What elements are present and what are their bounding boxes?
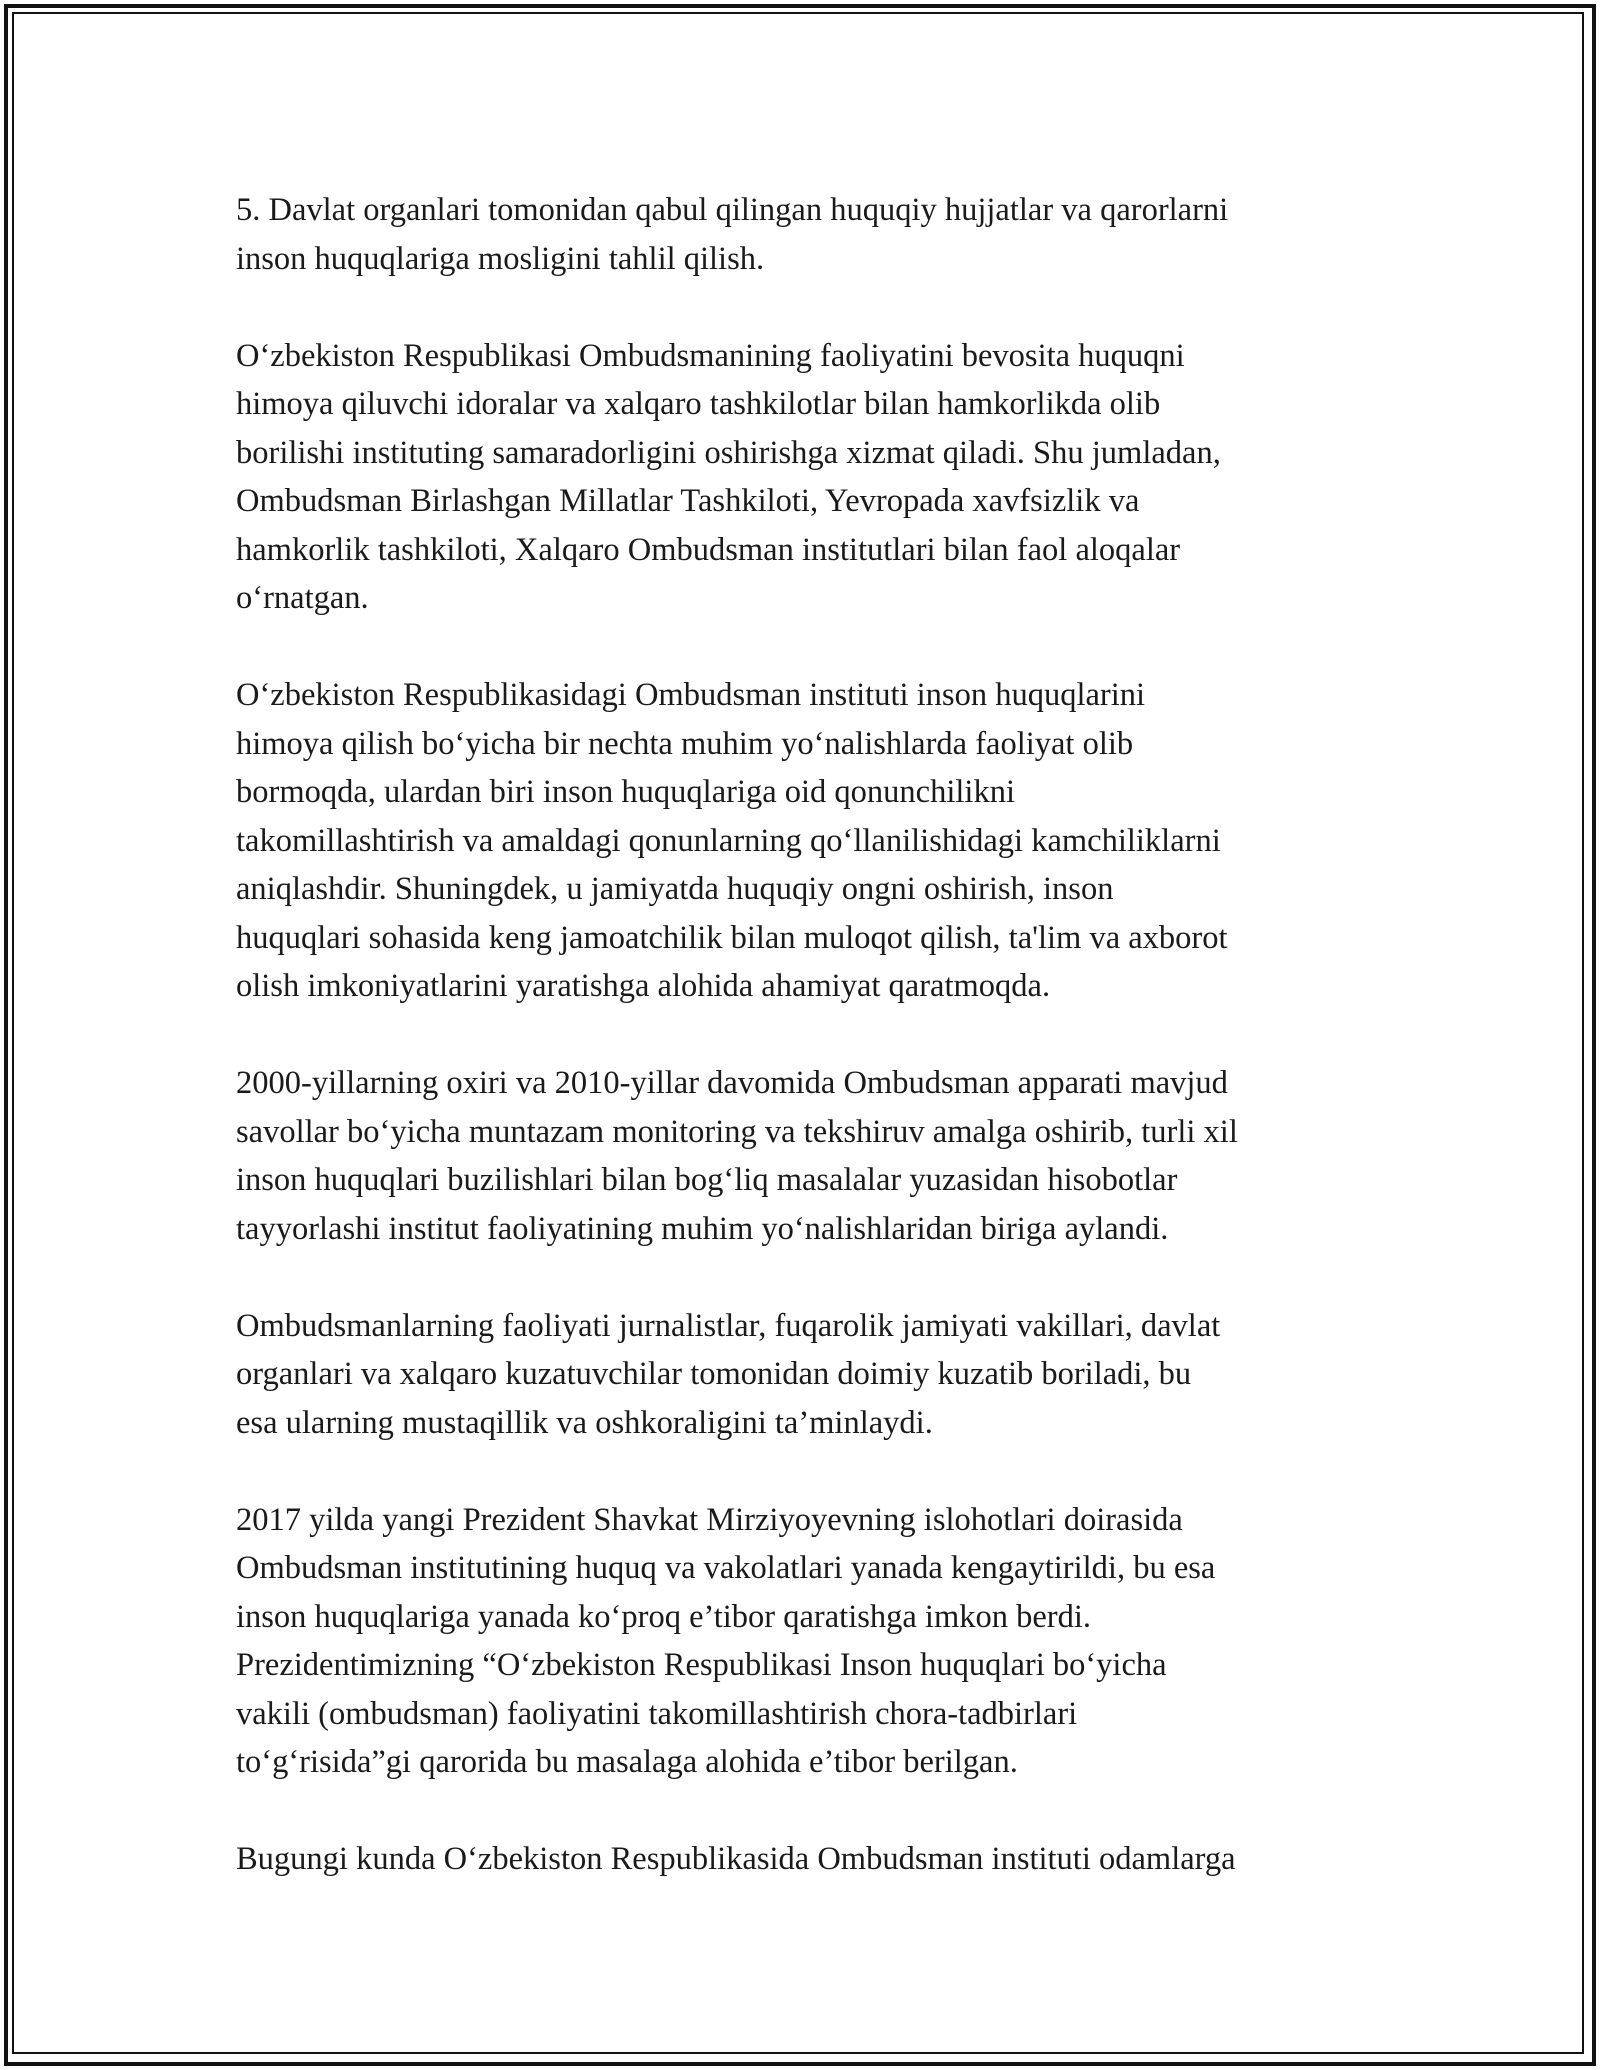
text-line: O‘zbekiston Respublikasi Ombudsmanining faoliyatini bevosita huquqni [236, 337, 1185, 374]
text-line: to‘g‘risida”gi qarorida bu masalaga alohida e’tibor berilgan. [236, 1744, 1018, 1780]
text-line: himoya qilish bo‘yicha bir nechta muhim yo‘nalishlarda faoliyat olib [236, 725, 1134, 762]
text-line: Prezidentimizning “O‘zbekiston Respublikasi Inson huquqlari bo‘yicha [236, 1647, 1167, 1683]
text-line: tayyorlashi institut faoliyatining muhim yo‘nalishlaridan biriga aylandi. [236, 1210, 1169, 1247]
text-line: inson huquqlariga mosligini tahlil qilish. [236, 240, 765, 277]
text-line: esa ularning mustaqillik va oshkoraligini ta’minlaydi. [236, 1404, 933, 1441]
text-line: 2017 yilda yangi Prezident Shavkat Mirziyoyevning islohotlari doirasida [236, 1501, 1183, 1538]
text-line: savollar bo‘yicha muntazam monitoring va tekshiruv amalga oshirib, turli xil [236, 1113, 1238, 1150]
text-line: takomillashtirish va amaldagi qonunlarning qo‘llanilishidagi kamchiliklarni [236, 822, 1221, 859]
text-line: Bugungi kunda O‘zbekiston Respublikasida Ombudsman instituti odamlarga [236, 1841, 1236, 1877]
text-line: bormoqda, ulardan biri inson huquqlariga oid qonunchilikni [236, 774, 1015, 810]
text-line: Ombudsman Birlashgan Millatlar Tashkiloti, Yevropada xavfsizlik va [236, 483, 1140, 519]
paragraph-3 [236, 671, 1366, 1011]
text-line: inson huquqlariga yanada ko‘proq e’tibor qaratishga imkon berdi. [236, 1598, 1092, 1635]
text-line: Ombudsman institutining huquq va vakolatlari yanada kengaytirildi, bu esa [236, 1550, 1216, 1586]
paragraph-5 [236, 1302, 1366, 1448]
paragraph-2 [236, 332, 1366, 623]
text-line: 5. Davlat organlari tomonidan qabul qilingan huquqiy hujjatlar va qarorlarni [236, 192, 1229, 228]
text-line: borilishi instituting samaradorligini oshirishga xizmat qiladi. Shu jumladan, [236, 434, 1221, 471]
paragraph-1 [236, 186, 1366, 283]
text-line: 2000-yillarning oxiri va 2010-yillar davomida Ombudsman apparati mavjud [236, 1065, 1228, 1101]
text-line: olish imkoniyatlarini yaratishga alohida ahamiyat qaratmoqda. [236, 968, 1051, 1004]
text-line: organlari va xalqaro kuzatuvchilar tomonidan doimiy kuzatib boriladi, bu [236, 1356, 1192, 1392]
text-line: inson huquqlari buzilishlari bilan bog‘liq masalalar yuzasidan hisobotlar [236, 1162, 1178, 1198]
paragraph-6 [236, 1496, 1366, 1787]
paragraph-4 [236, 1059, 1366, 1253]
text-line: o‘rnatgan. [236, 580, 369, 616]
text-line: hamkorlik tashkiloti, Xalqaro Ombudsman institutlari bilan faol aloqalar [236, 531, 1181, 568]
text-line: aniqlashdir. Shuningdek, u jamiyatda huquqiy ongni oshirish, inson [236, 871, 1114, 907]
text-line: himoya qiluvchi idoralar va xalqaro tashkilotlar bilan hamkorlikda olib [236, 386, 1161, 422]
text-line: O‘zbekiston Respublikasidagi Ombudsman instituti inson huquqlarini [236, 677, 1146, 713]
text-line: huquqlari sohasida keng jamoatchilik bilan muloqot qilish, ta'lim va axborot [236, 919, 1228, 956]
text-line: Ombudsmanlarning faoliyati jurnalistlar, fuqarolik jamiyati vakillari, davlat [236, 1307, 1221, 1344]
paragraph-7 [236, 1835, 1366, 1884]
document-body [236, 186, 1366, 1932]
text-line: vakili (ombudsman) faoliyatini takomillashtirish chora-tadbirlari [236, 1695, 1078, 1732]
